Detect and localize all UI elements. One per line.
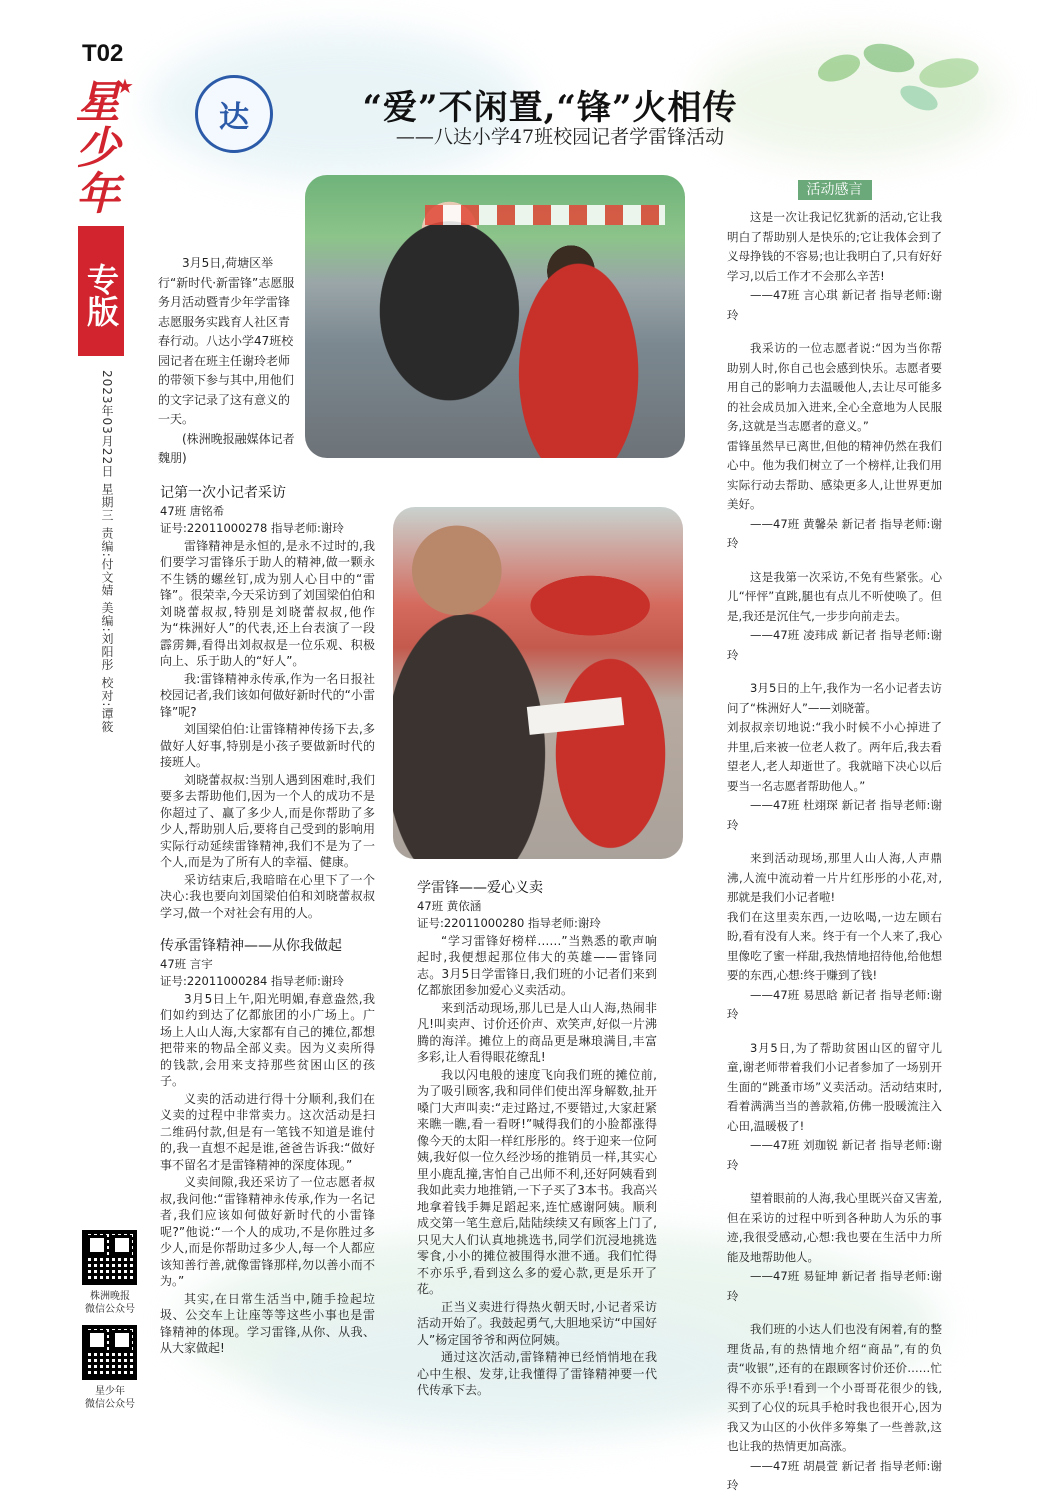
reflection-text: 这是一次让我记忆犹新的活动,它让我明白了帮助别人是快乐的;它让我体会到了义母挣钱的不容易;也让我明白了,只有好好学习,以后工作才不会那么辛苦! — [727, 210, 942, 283]
article-paragraph: 义卖的活动进行得十分顺利,我们在义卖的过程中非常卖力。这次活动是扫二维码付款,但是有一笔钱不知道是谁付的,我一直想不起是谁,爸爸告诉我:“做好事不留名才是雷锋精神的深度体现。” — [160, 1091, 375, 1172]
article-paragraph: 刘国梁伯伯:让雷锋精神传扬下去,多做好人好事,特别是小孩子要做新时代的接班人。 — [160, 722, 375, 769]
brand-logo — [76, 74, 146, 220]
qr-label: 株洲晚报 微信公众号 — [85, 1291, 135, 1315]
reflection-text: 来到活动现场,那里人山人海,人声鼎沸,人流中流动着一片片红彤彤的小花,对,那就是我们小记者啦! 我们在这里卖东西,一边吆喝,一边左顾右盼,看有没有人来。终于有一个人来了,我心里像吃了蜜一样甜,我热情地招待他,给他想要的东西,心想:终于赚到了钱! — [727, 851, 942, 982]
reflection-text: 3月5日,为了帮助贫困山区的留守儿童,谢老师带着我们小记者参加了一场别开生面的“跳蚤市场”义卖活动。活动结束时,看着满满当当的善款箱,仿佛一股暖流注入心田,温暖极了! — [727, 1040, 942, 1133]
brand-char: 星 — [76, 77, 120, 128]
article-paragraph: 刘晓蕾叔叔:当别人遇到困难时,我们要多去帮助他们,因为一个人的成功不是你超过了、赢了多少人,而是你帮助了多少人,帮助别人后,要将自己受到的影响用实际行动延续雷锋精神,我们不是为了一个人,而是为了所有人的幸福、健康。 — [160, 772, 375, 869]
page-subtitle: ——八达小学47班校园记者学雷锋活动 — [395, 126, 725, 148]
reflection-signature: ——47班 凌玮成 新记者 指导老师:谢玲 — [727, 628, 942, 662]
article-paragraph: 雷锋精神是永恒的,是永不过时的,我们要学习雷锋乐于助人的精神,做一颗永不生锈的螺丝钉,成为别人心目中的“雷锋”。很荣幸,今天采访到了刘国梁伯伯和刘晓蕾叔叔,特别是刘晓蕾叔叔,他作为“株洲好人”的代表,还上台表演了一段霹雳舞,看得出刘叔叔是一位乐观、积极向上、乐于助人的“好人”。 — [160, 538, 375, 668]
article-paragraph: 来到活动现场,那儿已是人山人海,热闹非凡!叫卖声、讨价还价声、欢笑声,好似一片沸腾的海洋。摊位上的商品更是琳琅满目,丰富多彩,让人看得眼花缭乱! — [417, 1000, 657, 1064]
leaf-decoration-icon — [799, 38, 999, 138]
qr-code-icon[interactable] — [82, 1325, 137, 1380]
reflection-text: 望着眼前的人海,我心里既兴奋又害羞,但在采访的过程中听到各种助人为乐的事迹,我很受感动,心想:我也要在生活中力所能及地帮助他人。 — [727, 1191, 942, 1264]
article-paragraph: 我以闪电般的速度飞向我们班的摊位前,为了吸引顾客,我和同伴们使出浑身解数,扯开嗓门大声叫卖:“走过路过,不要错过,大家赶紧来瞧一瞧,看一看呀!”喊得我们的小脸都涨得像今天的太阳一样红彤彤的。终于迎来一位阿姨,我好似一位久经沙场的推销员一样,其实心里小鹿乱撞,害怕自己出师不利,还好阿姨看到我如此卖力地推销,一下子买了3本书。我高兴地拿着钱手舞足蹈起来,连忙感谢阿姨。顺利成交第一笔生意后,陆陆续续又有顾客上门了,只见大人们认真地挑选书,同学们沉浸地挑选零食,小小的摊位被围得水泄不通。我们忙得不亦乐乎,看到这么多的爱心款,更是乐开了花。 — [417, 1067, 658, 1296]
article-author: 47班 黄依涵 — [417, 898, 482, 913]
star-icon: ★ — [116, 74, 134, 98]
reflections-column — [727, 180, 942, 1510]
left-column — [160, 485, 375, 1358]
article-title: 记第一次小记者采访 — [160, 485, 286, 501]
brand-char: 少 — [76, 123, 120, 174]
brand-char: 年 — [76, 169, 120, 220]
reflection-text: 我们班的小达人们也没有闲着,有的整理货品,有的热情地介绍“商品”,有的负责“收银”,还有的在跟顾客讨价还价……忙得不亦乐乎!看到一个小哥哥花很少的钱,买到了心仪的玩具手枪时我也很开心,因为我又为山区的小伙伴多筹集了一些善款,这也让我的热情更加高涨。 — [727, 1322, 942, 1453]
school-logo-text: 达 — [219, 100, 249, 135]
article-paragraph: “学习雷锋好榜样……”当熟悉的歌声响起时,我便想起那位伟大的英雄——雷锋同志。3月5日学雷锋日,我们班的小记者们来到亿都旅团参加爱心义卖活动。 — [417, 933, 657, 997]
page-number: T02 — [82, 40, 124, 67]
article-meta: 证号:22011000284 指导老师:谢玲 — [160, 974, 344, 988]
article-paragraph: 3月5日上午,阳光明媚,春意盎然,我们如约到达了亿都旅团的小广场上。广场上人山人海,大家都有自己的摊位,都想把带来的物品全部义卖。因为义卖所得的钱款,会用来支持那些贫困山区的孩子。 — [160, 991, 375, 1088]
article-paragraph: 正当义卖进行得热火朝天时,小记者采访活动开始了。我鼓起勇气,大胆地采访“中国好人”杨定国爷爷和两位阿姨。 — [417, 1299, 657, 1347]
reflection-signature: ——47班 胡晨萱 新记者 指导老师:谢玲 — [727, 1458, 942, 1492]
article-meta: 证号:22011000280 指导老师:谢玲 — [417, 916, 601, 930]
qr-label: 星少年 微信公众号 — [85, 1386, 135, 1410]
school-logo — [195, 75, 273, 153]
reflections-heading: 活动感言 — [798, 180, 872, 200]
article-author: 47班 唐铭希 — [160, 503, 225, 518]
caption-credit: (株洲晚报融媒体记者 魏朋) — [158, 431, 295, 465]
dateline: 2023年03月22日 星期三 责编:付文婧 美编:刘阳彤 校对:谭筱 — [100, 370, 114, 734]
article-meta: 证号:22011000278 指导老师:谢玲 — [160, 521, 344, 535]
reflection-text: 我采访的一位志愿者说:“因为当你帮助别人时,你自己也会感到快乐。志愿者要用自己的影响力去温暖他人,去让尽可能多的社会成员加入进来,全心全意地为人民服务,这就是当志愿者的意义。” 雷锋虽然早已离世,但他的精神仍然在我们心中。他为我们树立了一个榜样,让我们用实际行动去帮助、感染更多人,让世界更加美好。 — [727, 341, 942, 511]
article-title: 传承雷锋精神——从你我做起 — [160, 938, 342, 954]
section-badge: 专版 — [78, 226, 124, 356]
article-paragraph: 采访结束后,我暗暗在心里下了一个决心:我也要向刘国梁伯伯和刘晓蕾叔叔学习,做一个对社会有用的人。 — [160, 872, 375, 920]
reflection-signature: ——47班 易思晗 新记者 指导老师:谢玲 — [727, 987, 942, 1021]
page-title: “爱”不闲置,“锋”火相传 — [362, 88, 738, 128]
qr-code-icon[interactable] — [82, 1230, 137, 1285]
reflection-text: 这是我第一次采访,不免有些紧张。心儿“怦怦”直跳,腿也有点儿不听使唤了。但是,我还是沉住气,一步步向前走去。 — [727, 569, 942, 623]
reflection-signature: ——47班 杜翊琛 新记者 指导老师:谢玲 — [727, 798, 942, 832]
caption-body: 3月5日,荷塘区举行“新时代·新雷锋”志愿服务月活动暨青少年学雷锋志愿服务实践育人社区青春行动。八达小学47班校园记者在班主任谢玲老师的带领下参与其中,用他们的文字记录了这有意义的一天。 — [158, 256, 295, 426]
article-author: 47班 言宇 — [160, 956, 213, 971]
reflection-signature: ——47班 易钲坤 新记者 指导老师:谢玲 — [727, 1269, 942, 1303]
article-paragraph: 其实,在日常生活当中,随手捡起垃圾、公交车上让座等等这些小事也是雷锋精神的体现。学习雷锋,从你、从我、从大家做起! — [160, 1291, 375, 1355]
article-title: 学雷锋——爱心义卖 — [417, 880, 543, 896]
article-paragraph: 义卖间隙,我还采访了一位志愿者叔叔,我问他:“雷锋精神永传承,作为一名记者,我们应该如何做好新时代的小雷锋呢?”他说:“一个人的成功,不是你胜过多少人,而是你帮助过多少人,每一个人都应该知善行善,就像雷锋那样,勿以善小而不为。” — [160, 1175, 375, 1288]
middle-column — [417, 880, 657, 1400]
charity-sale-photo — [393, 507, 683, 859]
reflection-signature: ——47班 黄馨朵 新记者 指导老师:谢玲 — [727, 516, 942, 550]
reflection-signature: ——47班 刘珈锐 新记者 指导老师:谢玲 — [727, 1138, 942, 1172]
photo-caption — [158, 254, 298, 469]
left-rail — [64, 30, 144, 1430]
article-paragraph: 通过这次活动,雷锋精神已经悄悄地在我心中生根、发芽,让我懂得了雷锋精神要一代代传承下去。 — [417, 1350, 657, 1397]
reflection-text: 3月5日的上午,我作为一名小记者去访问了“株洲好人”——刘晓蕾。 刘叔叔亲切地说:“我小时候不小心掉进了井里,后来被一位老人救了。两年后,我去看望老人,老人却逝世了。我就暗下决心以后要当一名志愿者帮助他人。” — [727, 681, 942, 793]
volunteer-interview-photo — [305, 175, 685, 458]
article-paragraph: 我:雷锋精神永传承,作为一名日报社校园记者,我们该如何做好新时代的“小雷锋”呢? — [160, 671, 375, 719]
reflection-signature: ——47班 言心琪 新记者 指导老师:谢玲 — [727, 288, 942, 322]
